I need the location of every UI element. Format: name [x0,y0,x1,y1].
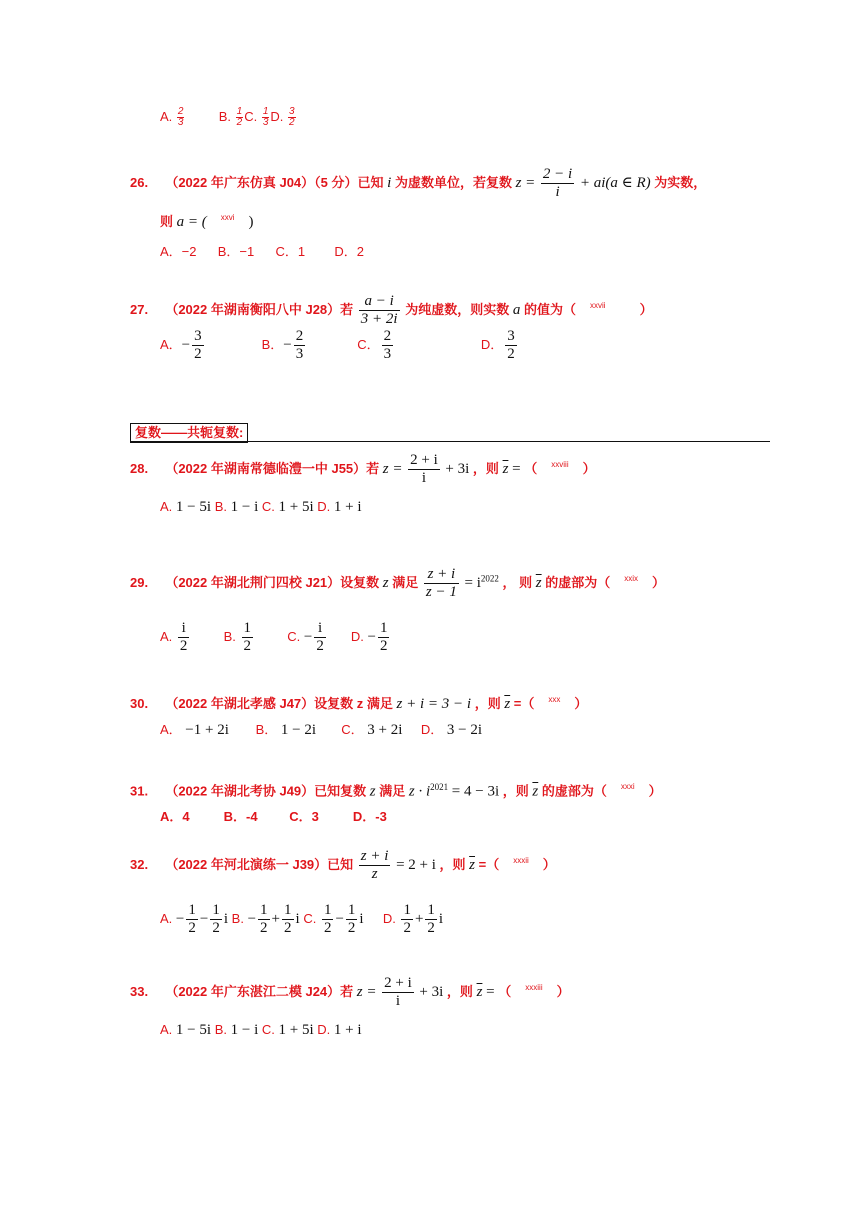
top-option-c-label: C. [244,109,258,124]
question-29-options [160,620,391,655]
question-28-options [160,497,362,517]
option-c[interactable]: C．3 [289,809,319,824]
option-a[interactable]: A．−2 [160,244,197,259]
paren-close: ） [582,460,596,476]
option-c[interactable]: C. $\frac{1}{2}$ − $\frac{1}{2}$ i [303,902,364,936]
math-eq: = [508,460,521,477]
option-c[interactable]: C． 3 + 2i [341,722,403,738]
option-b[interactable]: B． 1 − 2i [255,722,317,738]
question-26-options [160,242,364,262]
option-b[interactable]: B. 1 − i [214,1022,259,1038]
math-z-eq: z = [515,174,536,191]
math-i: i [387,174,392,191]
math-a: a [512,301,521,318]
math-power: 2021 [430,782,449,792]
math-tail: = i [464,574,481,591]
paren-open: （ [498,983,512,999]
question-number: 27. [130,301,149,317]
top-option-d-label: D. [270,109,284,124]
question-30 [130,690,587,714]
question-27-options [160,328,519,363]
math-equation: z + i = 3 − i [396,696,472,712]
option-a[interactable]: A. − $\frac{1}{2}$ − $\frac{1}{2}$ i [160,902,229,936]
paren-close: ） [652,574,666,590]
question-number: 30. [130,696,149,711]
option-d[interactable]: D． $\frac{3}{2}$ [480,328,515,362]
question-source: （2022 年湖南衡阳八中 J28）若 [165,301,354,317]
question-33 [130,975,570,1010]
question-number: 33. [130,983,149,999]
option-b[interactable]: B．− $\frac{2}{3}$ [261,328,304,362]
option-a[interactable]: A．− $\frac{3}{2}$ [160,328,202,362]
math-z-conjugate: $\overline{z}$ [532,783,539,800]
question-text: 为实数， [654,174,707,190]
question-text: 则 [160,214,174,229]
fraction: $\frac{z + i}{z}$ [360,848,389,882]
top-option-a-frac: $\frac{2}{3}$ [177,106,184,129]
math-z-conjugate: $\overline{z}$ [504,696,511,712]
footnote-ref: xxxiii [525,982,543,992]
question-text: ，则 [502,783,529,799]
question-text: ， 则 [502,574,533,590]
question-number: 28. [130,460,149,476]
option-c[interactable]: C. 1 + 5i [261,499,314,515]
question-number: 32. [130,856,149,872]
top-option-b-frac: $\frac{1}{2}$ [236,106,243,129]
math-z-conjugate: $\overline{z}$ [535,574,542,591]
option-b[interactable]: B. 1 − i [214,499,259,515]
math-z-conjugate: $\overline{z}$ [502,460,509,477]
math-tail: + ai(a ∈ R) [579,174,651,191]
option-c[interactable]: C．1 [275,244,306,259]
question-30-options [160,720,482,740]
footnote-ref: xxviii [551,459,569,469]
option-c[interactable]: C． $\frac{2}{3}$ [357,328,392,362]
footnote-ref: xxxi [620,782,635,792]
top-option-a-label: A. [160,109,173,124]
question-source: （2022 年湖北考协 J49）已知复数 [165,783,367,799]
question-source: （2022 年广东仿真 J04）（5 分）已知 [165,174,384,190]
option-d[interactable]: D. 1 + i [317,1022,362,1038]
question-31 [130,777,662,801]
math-z-conjugate: $\overline{z}$ [476,983,483,1000]
top-option-d-frac: $\frac{3}{2}$ [289,106,295,129]
option-a[interactable]: A．4 [160,809,190,824]
option-c[interactable]: C. 1 + 5i [261,1022,314,1038]
paren-close: ） [648,783,662,799]
option-d[interactable]: D．-3 [352,809,387,824]
option-a[interactable]: A． −1 + 2i [160,722,229,738]
question-source: （2022 年湖北荆门四校 J21）设复数 [165,574,380,590]
question-text: 的虚部为（ [545,574,611,590]
question-text: 满足 [392,574,419,590]
math-tail: = 4 − 3i [451,783,500,800]
question-source: （2022 年广东湛江二模 J24）若 [165,983,354,999]
question-number: 26. [130,174,149,190]
question-29 [130,566,665,601]
question-source: （2022 年湖北孝感 J47）设复数 z 满足 [165,696,393,711]
option-d[interactable]: D. − $\frac{1}{2}$ [350,620,388,654]
fraction: $\frac{z + i}{z - 1}$ [425,566,457,600]
question-text: ，则 [472,460,499,476]
question-text: 满足 [379,783,406,799]
option-a[interactable]: A. 1 − 5i [160,1022,212,1038]
section-divider [130,441,770,442]
option-a[interactable]: A. 1 − 5i [160,499,212,515]
footnote-ref: xxix [624,573,639,583]
top-option-c-frac: $\frac{1}{3}$ [262,106,269,129]
footnote-ref: xxvii [590,300,606,310]
option-b[interactable]: B．-4 [223,809,258,824]
paren-close: ） [574,696,588,711]
option-d[interactable]: D. $\frac{1}{2}$ + $\frac{1}{2}$ i [382,902,444,936]
option-a[interactable]: A. $\frac{i}{2}$ [160,620,188,654]
top-option-b-label: B. [218,109,232,124]
math-z-eq: z = [356,983,377,1000]
option-d[interactable]: D. 1 + i [317,499,362,515]
question-28 [130,452,596,487]
math-tail: + 3i [445,460,470,477]
question-text: ，则 [474,696,501,711]
footnote-ref: xxvi [220,213,235,222]
paren-close: ） [556,983,570,999]
math-z-eq: z = [382,460,403,477]
option-c[interactable]: C. − $\frac{i}{2}$ [287,620,324,654]
question-text: 的值为（ [523,301,576,317]
math-a-eq: a = ( [176,214,207,230]
question-number: 31. [130,783,149,799]
math-power: 2022 [480,573,499,584]
question-text: 的虚部为（ [541,783,607,799]
question-26-line2 [160,208,254,232]
question-text: ，则 [439,856,466,872]
math-z-conjugate: $\overline{z}$ [469,856,476,873]
math-tail: = 2 + i [396,856,436,873]
math-equation: z · i [408,783,431,800]
question-text: =（ [475,856,500,872]
question-32 [130,848,556,883]
math-tail: + 3i [419,983,444,1000]
question-text: =（ [510,696,535,711]
math-z: z [382,574,389,591]
math-z: z [369,783,376,800]
paren-open: （ [524,460,538,476]
footnote-ref: xxxii [513,855,529,865]
option-b[interactable]: B．−1 [217,244,255,259]
math-eq: = [482,983,495,1000]
question-33-options [160,1020,362,1040]
question-31-options [160,807,387,827]
question-text: 为虚数单位，若复数 [394,174,512,190]
question-27 [130,293,653,328]
question-text: 为纯虚数，则实数 [405,301,510,317]
fraction: $\frac{2 - i}{i}$ [542,166,573,200]
option-b[interactable]: B. − $\frac{1}{2}$ + $\frac{1}{2}$ i [231,902,300,936]
paren-close: ) [248,214,254,230]
question-number: 29. [130,574,149,590]
footnote-ref: xxx [548,695,561,704]
question-26 [130,166,706,201]
fraction: $\frac{2 + i}{i}$ [384,975,412,1009]
fraction: $\frac{2 + i}{i}$ [410,452,438,486]
question-32-options [160,902,443,937]
option-d[interactable]: D．2 [334,244,364,259]
option-d[interactable]: D． 3 − 2i [420,722,483,738]
paren-close: ） [639,301,653,317]
top-options [160,107,297,128]
paren-close: ） [542,856,556,872]
section-header: 复数——共轭复数: [130,423,248,443]
question-source: （2022 年河北演练一 J39）已知 [165,856,354,872]
question-source: （2022 年湖南常德临澧一中 J55）若 [165,460,380,476]
question-text: ，则 [446,983,473,999]
option-b[interactable]: B. $\frac{1}{2}$ [223,620,252,654]
fraction: $\frac{a - i}{3 + 2i}$ [360,293,398,327]
